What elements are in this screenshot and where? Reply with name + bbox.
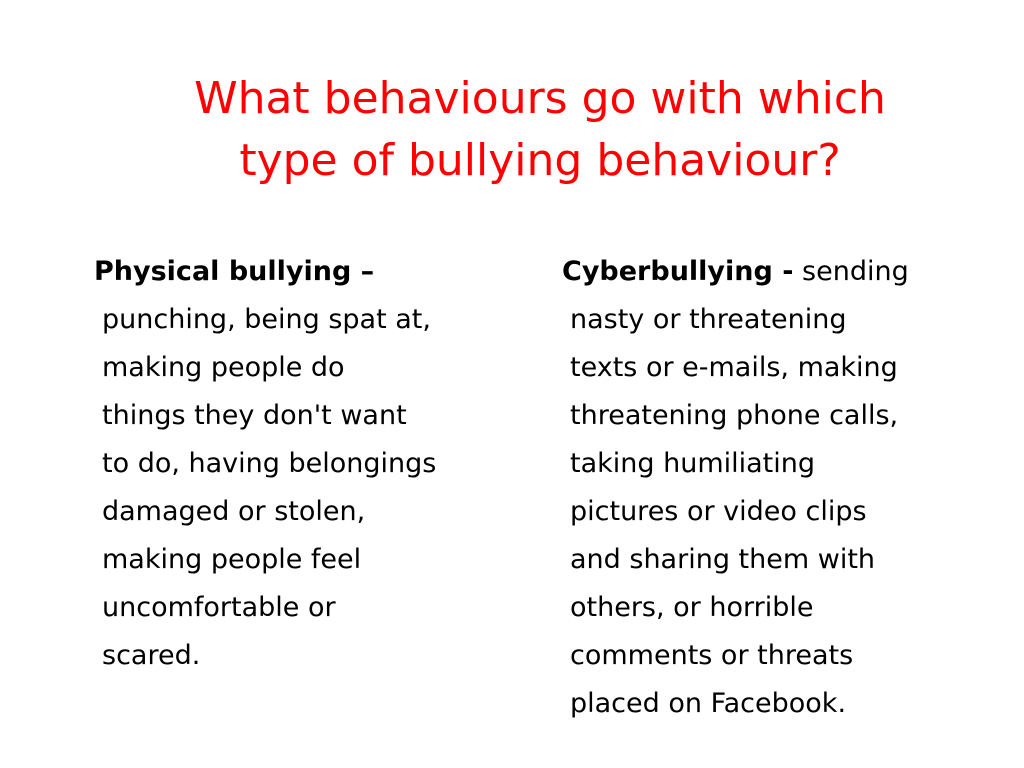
cyber-line: comments or threats (570, 640, 854, 671)
title-line-1: What behaviours go with which (194, 73, 886, 124)
physical-line: damaged or stolen, (102, 496, 366, 527)
cyber-first-line-rest: sending (802, 256, 909, 287)
cyber-line: pictures or video clips (570, 496, 867, 527)
cyber-line: taking humiliating (570, 448, 816, 479)
physical-line: to do, having belongings (102, 448, 437, 479)
physical-line: things they don't want (102, 400, 407, 431)
cyberbullying-column (562, 248, 990, 728)
physical-line: punching, being spat at, (102, 304, 431, 335)
physical-line: scared. (102, 640, 201, 671)
physical-line: making people feel (102, 544, 362, 575)
physical-bullying-column (94, 248, 522, 680)
cyber-line: texts or e-mails, making (570, 352, 898, 383)
cyber-line: others, or horrible (570, 592, 814, 623)
physical-bullying-text (94, 248, 522, 680)
cyber-line: nasty or threatening (570, 304, 847, 335)
physical-line: making people do (102, 352, 345, 383)
slide-title (90, 68, 990, 192)
title-line-2: type of bullying behaviour? (239, 135, 841, 186)
physical-bullying-heading: Physical bullying – (94, 256, 375, 287)
cyber-line: threatening phone calls, (570, 400, 899, 431)
cyber-line: placed on Facebook. (570, 688, 847, 719)
cyberbullying-text (562, 248, 990, 728)
physical-line: uncomfortable or (102, 592, 336, 623)
cyberbullying-heading: Cyberbullying - (562, 256, 794, 287)
cyber-line: and sharing them with (570, 544, 876, 575)
